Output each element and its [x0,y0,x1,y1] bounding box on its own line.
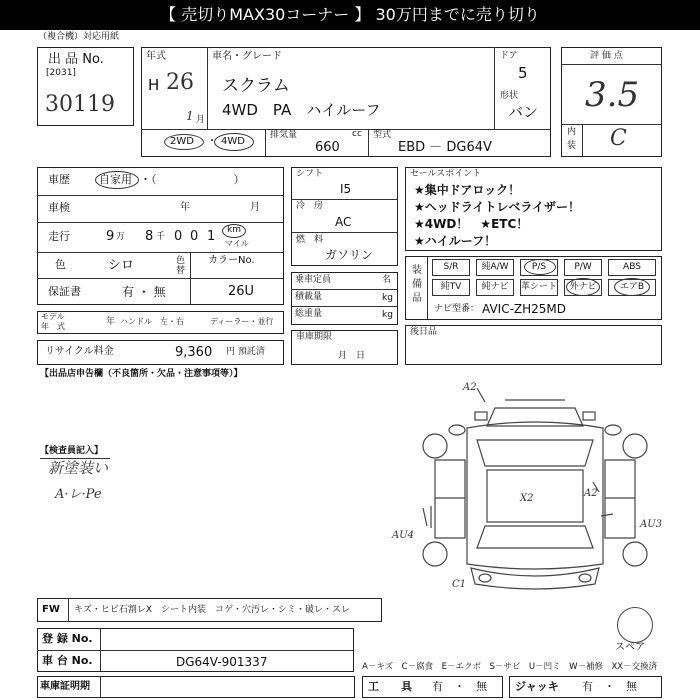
shape-label: 形状 [500,91,519,101]
tools-label: 工 具 [368,680,412,693]
lot-number: 30119 [45,92,115,117]
car-damage-diagram [405,378,665,600]
model-value: EBD － DG64V [398,140,492,155]
year-era: H [148,76,160,94]
equipment-label: 装備品 [412,265,422,304]
equip-leather: 革シート [520,279,558,296]
sales-point-2: ★ヘッドライトレベライザー！ [414,200,581,214]
spare-tire-icon [617,607,653,643]
after-note-box [405,325,662,365]
weight-label: 総重量 [295,309,323,319]
mark-a2-top: A2 [463,382,477,393]
mileage-d3: 0 [174,229,183,244]
sales-point-3: ★4WD！ ★ETC！ [414,217,529,231]
mileage-mile: マイル [225,239,249,248]
year-label: 年式 [146,51,166,62]
history-value: 自家用 [99,173,132,186]
inspection-month-unit: 月 [250,202,260,213]
doors-label: ドア [500,51,518,61]
banner-title: 【 売切りMAX30コーナー 】 30万円までに売り切り [0,0,700,30]
equip-airbag-oval [614,278,650,296]
notes-header: 【出品店申告欄（不良箇所・欠品・注意事項等）】 [40,369,243,379]
capacity-label: 乗車定員 [295,275,332,285]
load-label: 積載量 [295,292,323,302]
shape-value: バン [508,103,539,121]
lot-code: [2031] [46,68,76,78]
sales-point-1: ★集中ドアロック！ [414,183,521,197]
drive-2wd: 2WD [170,136,194,147]
recycle-value: 9,360 [175,345,213,360]
interior-value: C [610,126,627,151]
history-label: 車歴 [48,173,70,186]
equip-sr: S/R [432,259,470,276]
color-code-label: カラーNo. [208,255,255,266]
equip-airbag: エアB [608,279,656,296]
fuel-value: ガソリン [325,248,374,262]
cert-label: 車庫証明期 [40,681,90,692]
interior-label-2: 装 [567,141,577,151]
inspection-label: 車検 [48,201,70,214]
model-change-handle: ハンドル 左・右 [120,317,184,326]
mileage-d5: 1 [207,229,216,244]
mark-au3: AU3 [640,519,663,530]
fw-label: FW [42,604,60,615]
mileage-d1: 9 [106,229,115,244]
equip-abs: ABS [608,259,656,276]
model-change-label1: モデル [41,312,65,321]
navi-model-value: AVIC-ZH25MD [482,302,567,316]
inspector-label: 【検査員記入】 [40,446,104,456]
jack-label: ジャッキ [515,680,559,693]
car-grade: 4WD PA ハイルーフ [222,101,381,119]
fuel-label: 燃 料 [296,235,324,245]
mark-a2-right: A2 [584,488,598,499]
displacement-label: 排気量 [270,130,298,140]
inspector-line-2: A·レ·Pe [55,487,102,502]
sales-point-4: ★ハイルーフ！ [414,234,497,248]
weight-unit: kg [382,310,393,320]
year-month-unit: 月 [196,115,206,125]
mileage-u1: 万 [116,232,126,242]
equip-awheel: 純A/W [476,259,514,276]
inspector-line-1: 新塗装い [48,459,109,477]
damage-legend: A－キズ C－腐食 E－エクボ S－サビ U－凹ミ W－補修 XX－交換済 [362,662,658,672]
model-change-year: 年 [106,317,116,327]
color-value: シロ [108,258,135,273]
fw-text: キズ・ヒビ石割レX シート内装 コゲ・穴汚レ・シミ・破レ・スレ [74,605,350,615]
mileage-d4: 0 [190,229,199,244]
equip-ps: P/S [520,259,558,276]
drive-4wd: 4WD [221,136,245,147]
mileage-u2: 千 [156,232,166,242]
ac-label: 冷 房 [296,201,324,211]
equip-ext-navi: 外ナビ [564,279,602,296]
drive-separator: ・ [207,136,217,147]
equip-tv: 純TV [432,279,470,296]
year-month: 1 [186,109,194,123]
displacement-value: 660 [315,140,340,155]
warranty-label: 保証書 [48,285,81,298]
jack-value: 有 ・ 無 [582,680,637,693]
capacity-unit: 名 [382,275,392,285]
equip-ext-navi-oval [566,278,600,296]
tools-value: 有 ・ 無 [432,680,487,693]
registration-label: 登 録 No. [42,632,93,645]
term-unit: 月 日 [338,351,366,361]
lot-label: 出 品 No. [48,52,104,67]
shift-label: シフト [296,169,324,179]
chassis-label: 車 台 No. [42,654,93,667]
load-unit: kg [382,293,393,303]
mark-c1: C1 [452,579,467,590]
color-change-label: 色替 [176,256,186,276]
color-label: 色 [55,258,66,271]
spare-label: スペア [615,642,645,653]
equip-ps-oval [524,259,556,275]
mark-au4: AU4 [392,530,415,541]
displacement-unit: cc [352,129,362,139]
history-rest: ・（ ） [140,173,245,186]
score-value: 3.5 [585,75,640,115]
mark-x2: X2 [520,493,534,504]
model-label: 型式 [373,130,392,140]
car-name-label: 車名・グレード [212,51,282,62]
equip-pw: P/W [564,259,602,276]
term-label: 車庫期限 [296,332,333,342]
sales-points-label: セールスポイント [410,169,482,179]
mileage-km: km [227,225,241,235]
header-note: （複合機）対応用紙 [38,32,120,42]
equip-navi: 純ナビ [476,279,514,296]
recycle-label: リサイクル料金 [45,346,114,357]
warranty-value: 有 ・ 無 [122,285,166,299]
mileage-label: 走行 [48,230,70,243]
after-note-label: 後日品 [410,327,438,337]
mileage-d2: 8 [145,229,154,244]
model-change-dealer: ディーラー・並行 [210,317,274,326]
shift-value: I5 [340,182,352,196]
score-label: 評 価 点 [590,51,623,61]
interior-label-1: 内 [567,127,577,137]
car-name: スクラム [222,76,290,96]
navi-model-label: ナビ型番： [434,304,480,314]
ac-value: AC [335,215,352,229]
model-change-label2: 年 式 [41,322,65,331]
chassis-value: DG64V-901337 [176,655,268,669]
year-value: 26 [166,70,194,95]
doors-value: 5 [518,64,528,82]
color-code: 26U [228,284,255,299]
recycle-unit: 円 預託済 [226,347,265,357]
inspection-year-unit: 年 [180,202,190,213]
